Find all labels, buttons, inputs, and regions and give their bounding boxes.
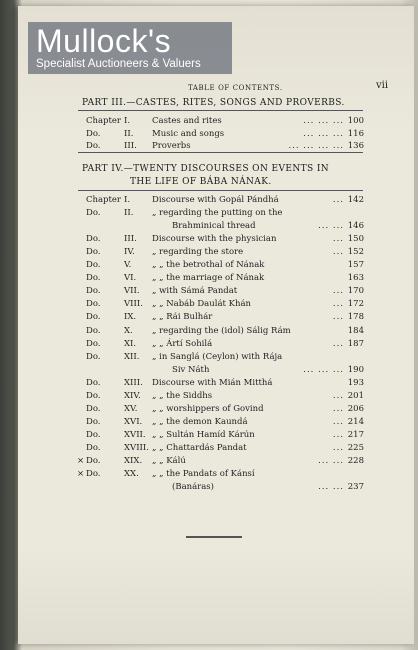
toc-entry-title: „ regarding the store xyxy=(152,247,244,258)
toc-page-number: 100 xyxy=(347,116,364,126)
toc-page-number: 116 xyxy=(347,128,364,139)
toc-entry-title: „ with Sámá Pandat xyxy=(152,286,238,297)
toc-row xyxy=(77,456,364,468)
toc-entry-title: Discourse with Gopál Pándhá xyxy=(152,195,279,205)
toc-chapter-label: Do. xyxy=(86,260,101,271)
toc-row xyxy=(86,482,364,494)
toc-entry-title: (Banáras) xyxy=(172,482,214,493)
toc-entry-title: Music and songs xyxy=(152,128,225,139)
toc-chapter-label: Do. xyxy=(86,338,101,349)
toc-row xyxy=(86,417,364,429)
toc-leader-dots: ... ... xyxy=(318,221,344,232)
part-4-title-line1: PART IV.—TWENTY DISCOURSES ON EVENTS IN xyxy=(82,164,330,174)
toc-row xyxy=(86,221,364,233)
toc-leader-dots: ... ... xyxy=(318,456,344,466)
toc-leader-dots: ... xyxy=(332,247,344,258)
toc-page-number: 228 xyxy=(347,456,364,466)
toc-row xyxy=(86,404,364,416)
toc-chapter-label: Do. xyxy=(86,429,101,440)
toc-chapter-number: XVII. xyxy=(124,429,146,440)
toc-entry-title: „ in Sanglá (Ceylon) with Rája xyxy=(152,351,283,362)
toc-entry-title: „ regarding the putting on the xyxy=(152,208,283,219)
toc-chapter-number: II. xyxy=(124,208,134,219)
toc-chapter-number: X. xyxy=(124,325,133,336)
toc-page-number: 163 xyxy=(347,273,364,284)
toc-chapter-number: VIII. xyxy=(124,299,143,310)
toc-leader-dots: ... xyxy=(332,286,344,297)
toc-chapter-number: IV. xyxy=(124,247,135,258)
toc-page-number: 214 xyxy=(347,416,364,427)
toc-page-number: 157 xyxy=(347,260,364,271)
section-divider xyxy=(78,152,363,153)
toc-chapter-label: Do. xyxy=(86,416,101,427)
part-3-title: PART III.—CASTES, RITES, SONGS AND PROVERBS. xyxy=(82,98,345,108)
toc-chapter-number: XX. xyxy=(124,469,139,480)
toc-chapter-number: XIII. xyxy=(124,377,143,388)
toc-row xyxy=(86,260,364,272)
toc-page-number: 201 xyxy=(347,390,364,401)
toc-chapter-label: Do. xyxy=(86,128,101,139)
toc-leader-dots: ... ... xyxy=(318,482,344,493)
toc-chapter-number: XVI. xyxy=(124,416,143,427)
toc-entry-title: „ „ Nabáb Daulát Khán xyxy=(152,299,251,310)
toc-entry-title: „ „ Ártí Sohilá xyxy=(152,338,213,349)
toc-row xyxy=(86,116,364,128)
toc-entry-title: Siv Náth xyxy=(172,364,210,375)
handwritten-mark: × xyxy=(77,456,85,466)
toc-chapter-label: Do. xyxy=(86,247,101,258)
toc-leader-dots: ... ... ... xyxy=(303,364,344,375)
toc-chapter-number: XIV. xyxy=(124,390,141,401)
toc-page-number: 225 xyxy=(347,442,364,453)
toc-chapter-number: XI. xyxy=(124,338,137,349)
toc-page-number: 142 xyxy=(347,195,364,205)
toc-entry-title: Discourse with the physician xyxy=(152,234,277,245)
toc-leader-dots: ... ... ... ... xyxy=(288,141,344,151)
toc-entry-title: „ regarding the (idol) Sálig Rám xyxy=(152,325,291,336)
toc-chapter-label: Do. xyxy=(86,299,101,310)
toc-row xyxy=(86,365,364,377)
toc-row xyxy=(86,273,364,285)
toc-chapter-label: Do. xyxy=(86,403,101,414)
part-4-title-line2: THE LIFE OF BÁBA NÁNAK. xyxy=(130,177,272,187)
toc-row xyxy=(86,326,364,338)
toc-row xyxy=(86,443,364,455)
toc-entry-title: „ „ worshippers of Govind xyxy=(152,403,264,414)
toc-entry-title: „ „ the demon Kaundá xyxy=(152,416,248,427)
toc-row xyxy=(77,469,364,481)
toc-chapter-label: Do. xyxy=(86,286,101,297)
toc-page-number: 172 xyxy=(347,299,364,310)
toc-leader-dots: ... xyxy=(332,312,344,323)
end-ornament xyxy=(186,536,242,538)
toc-page-number: 206 xyxy=(347,403,364,414)
toc-leader-dots: ... ... ... xyxy=(303,128,344,139)
toc-entry-title: „ „ the Siddhs xyxy=(152,390,213,401)
toc-chapter-number: XII. xyxy=(124,351,140,362)
toc-chapter-number: XV. xyxy=(124,403,138,414)
toc-chapter-label: Do. xyxy=(86,312,101,323)
part-4-rule xyxy=(78,190,363,191)
part-3-rule xyxy=(78,110,363,111)
toc-chapter-label: Do. xyxy=(86,234,101,245)
toc-leader-dots: ... xyxy=(332,234,344,245)
toc-row xyxy=(86,391,364,403)
handwritten-mark: × xyxy=(77,469,85,480)
toc-page-number: 178 xyxy=(347,312,364,323)
toc-page-number: 146 xyxy=(347,221,364,232)
toc-entry-title: Castes and rites xyxy=(152,116,222,126)
toc-entry-title: „ „ the Pandats of Kánsí xyxy=(152,469,255,480)
toc-leader-dots: ... xyxy=(332,299,344,310)
toc-page-number: 170 xyxy=(347,286,364,297)
toc-leader-dots: ... xyxy=(332,390,344,401)
toc-chapter-label: Do. xyxy=(86,273,101,284)
toc-leader-dots: ... xyxy=(332,442,344,453)
toc-page-number: 187 xyxy=(347,338,364,349)
toc-entry-title: „ „ Kálú xyxy=(152,456,186,466)
watermark-subtitle: Specialist Auctioneers & Valuers xyxy=(36,58,201,70)
toc-chapter-number: I. xyxy=(124,116,131,126)
toc-row xyxy=(86,378,364,390)
toc-chapter-label: Chapter xyxy=(86,195,121,205)
toc-chapter-label: Do. xyxy=(86,469,101,480)
toc-row xyxy=(86,247,364,259)
toc-chapter-number: II. xyxy=(124,128,134,139)
toc-chapter-number: V. xyxy=(124,260,132,271)
toc-entry-title: „ „ the betrothal of Nának xyxy=(152,260,265,271)
toc-row xyxy=(86,312,364,324)
running-header: TABLE OF CONTENTS. xyxy=(188,84,283,92)
toc-row xyxy=(86,352,364,364)
toc-page-number: 237 xyxy=(347,482,364,493)
toc-row xyxy=(86,195,364,207)
toc-page-number: 150 xyxy=(347,234,364,245)
toc-entry-title: Proverbs xyxy=(152,141,191,151)
toc-chapter-number: XIX. xyxy=(124,456,143,466)
toc-entry-title: „ „ Rái Bulhár xyxy=(152,312,213,323)
watermark-name: Mullock's xyxy=(36,23,172,59)
toc-entry-title: „ „ Chattardás Pandat xyxy=(152,442,247,453)
toc-chapter-number: III. xyxy=(124,234,137,245)
toc-entry-title: „ „ the marriage of Nának xyxy=(152,273,265,284)
toc-page-number: 152 xyxy=(347,247,364,258)
toc-chapter-number: VII. xyxy=(124,286,140,297)
toc-page-number: 190 xyxy=(347,364,364,375)
toc-row xyxy=(86,286,364,298)
toc-chapter-label: Do. xyxy=(86,390,101,401)
toc-entry-title: Brahminical thread xyxy=(172,221,256,232)
watermark-logo xyxy=(28,22,232,74)
toc-leader-dots: ... xyxy=(332,338,344,349)
toc-chapter-label: Do. xyxy=(86,208,101,219)
toc-leader-dots: ... ... ... xyxy=(303,116,344,126)
toc-leader-dots: ... xyxy=(332,195,344,205)
toc-chapter-label: Do. xyxy=(86,325,101,336)
toc-chapter-number: IX. xyxy=(124,312,137,323)
toc-chapter-number: I. xyxy=(124,195,131,205)
toc-chapter-label: Chapter xyxy=(86,116,121,126)
toc-row xyxy=(86,129,364,141)
toc-leader-dots: ... xyxy=(332,429,344,440)
toc-row xyxy=(86,339,364,351)
toc-row xyxy=(86,234,364,246)
toc-row xyxy=(86,208,364,220)
toc-entry-title: Discourse with Mián Mitthá xyxy=(152,377,273,388)
toc-entry-title: „ „ Sultán Hamíd Kárún xyxy=(152,429,255,440)
toc-leader-dots: ... xyxy=(332,416,344,427)
toc-page-number: 184 xyxy=(347,325,364,336)
toc-chapter-number: III. xyxy=(124,141,137,151)
toc-row xyxy=(86,299,364,311)
page-number: vii xyxy=(376,80,389,91)
toc-row xyxy=(86,430,364,442)
toc-leader-dots: ... xyxy=(332,403,344,414)
toc-chapter-number: XVIII. xyxy=(124,442,149,453)
book-page xyxy=(18,6,414,644)
toc-page-number: 193 xyxy=(347,377,364,388)
toc-page-number: 217 xyxy=(347,429,364,440)
toc-page-number: 136 xyxy=(347,141,364,151)
toc-chapter-label: Do. xyxy=(86,377,101,388)
toc-chapter-number: VI. xyxy=(124,273,137,284)
toc-chapter-label: Do. xyxy=(86,141,101,151)
toc-chapter-label: Do. xyxy=(86,456,101,466)
toc-chapter-label: Do. xyxy=(86,351,101,362)
toc-chapter-label: Do. xyxy=(86,442,101,453)
